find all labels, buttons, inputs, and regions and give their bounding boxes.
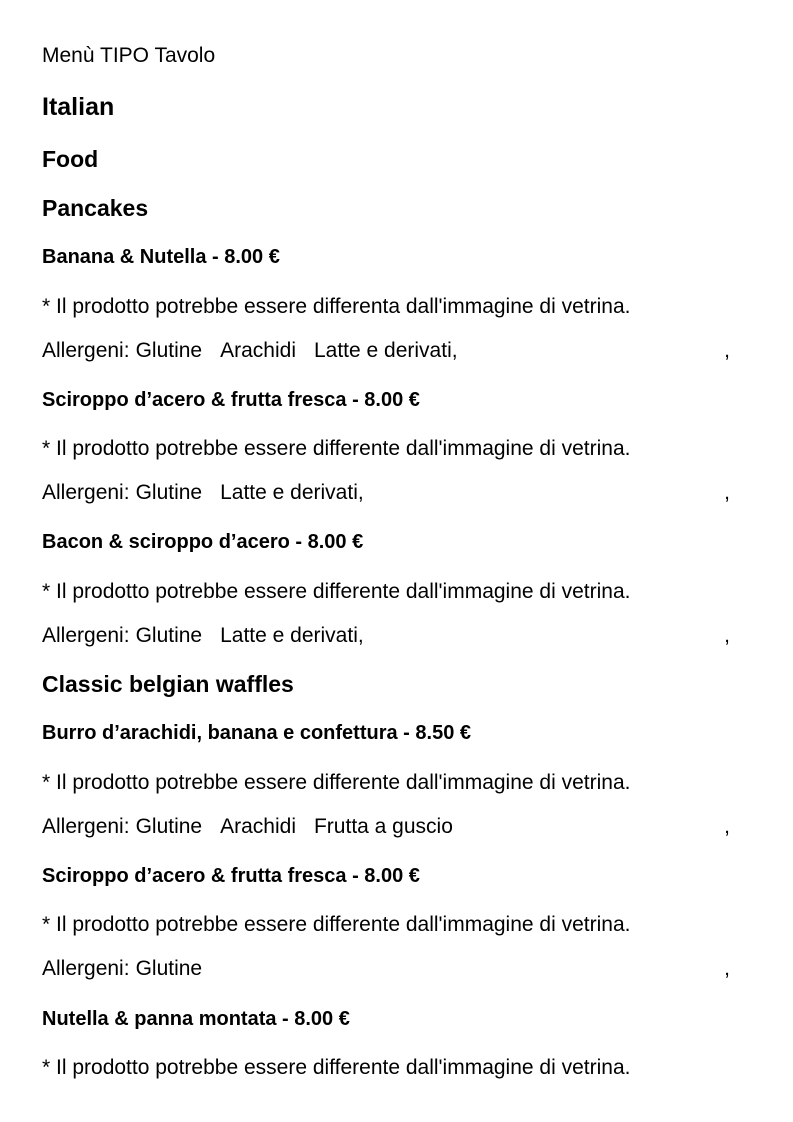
item-title: Bacon & sciroppo d’acero - 8.00 € (42, 531, 364, 553)
item-note: * Il prodotto potrebbe essere differente dall'immagine di vetrina. (42, 437, 631, 460)
allergen-tag: Latte e derivati, (220, 481, 364, 504)
item-note: * Il prodotto potrebbe essere differenta dall'immagine di vetrina. (42, 295, 631, 318)
allergen-tag: Arachidi (220, 339, 296, 362)
allergen-tag: Glutine (135, 624, 203, 647)
section-heading: Food (42, 146, 99, 172)
allergen-tag: Glutine (135, 957, 203, 980)
trailing-comma: , (724, 957, 730, 980)
item-allergens (42, 339, 742, 363)
allergen-tag: Glutine (135, 339, 203, 362)
item-title: Sciroppo d’acero & frutta fresca - 8.00 € (42, 865, 420, 887)
item-note: * Il prodotto potrebbe essere differente dall'immagine di vetrina. (42, 771, 631, 794)
allergen-tag: Frutta a guscio (313, 815, 453, 838)
trailing-comma: , (724, 339, 730, 362)
language-heading: Italian (42, 93, 115, 121)
item-allergens (42, 815, 742, 839)
item-note: * Il prodotto potrebbe essere differente dall'immagine di vetrina. (42, 913, 631, 936)
trailing-comma: , (724, 481, 730, 504)
menu-title: Menù TIPO Tavolo (42, 44, 216, 67)
item-allergens (42, 957, 742, 981)
item-allergens (42, 624, 742, 648)
category-heading-waffles: Classic belgian waffles (42, 671, 294, 697)
allergen-tag: Glutine (135, 481, 203, 504)
item-note: * Il prodotto potrebbe essere differente dall'immagine di vetrina. (42, 1056, 631, 1079)
category-heading-pancakes: Pancakes (42, 195, 149, 221)
allergen-tag: Glutine (135, 815, 203, 838)
allergens-label: Allergeni: (42, 481, 130, 504)
item-title: Nutella & panna montata - 8.00 € (42, 1008, 350, 1030)
allergen-tag: Latte e derivati, (220, 624, 364, 647)
allergens-label: Allergeni: (42, 815, 130, 838)
item-allergens (42, 481, 742, 505)
item-title: Sciroppo d’acero & frutta fresca - 8.00 € (42, 389, 420, 411)
allergen-tag: Latte e derivati, (313, 339, 458, 362)
allergens-label: Allergeni: (42, 957, 130, 980)
trailing-comma: , (724, 815, 730, 838)
item-title: Banana & Nutella - 8.00 € (42, 246, 280, 268)
item-note: * Il prodotto potrebbe essere differente dall'immagine di vetrina. (42, 580, 631, 603)
allergens-label: Allergeni: (42, 339, 130, 362)
trailing-comma: , (724, 624, 730, 647)
allergens-label: Allergeni: (42, 624, 130, 647)
allergen-tag: Arachidi (220, 815, 296, 838)
item-title: Burro d’arachidi, banana e confettura - 8.50 € (42, 722, 472, 744)
